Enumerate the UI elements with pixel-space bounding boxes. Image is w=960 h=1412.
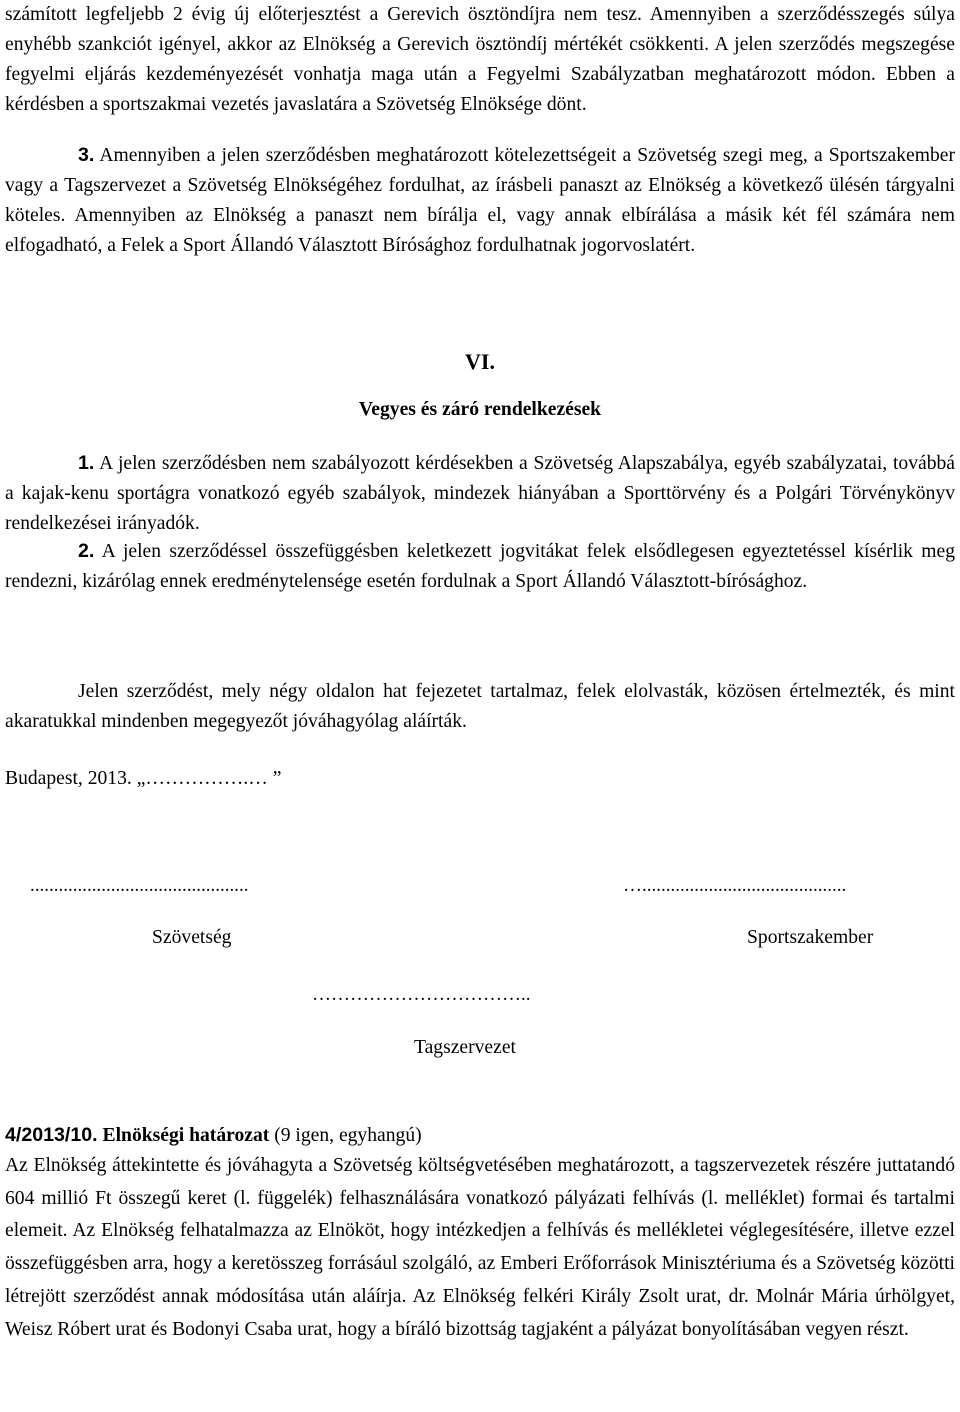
resolution-number: 4/2013/10.	[5, 1124, 98, 1146]
section-v-paragraph-2-tail: számított legfeljebb 2 évig új előterjesztést a Gerevich ösztöndíjra nem tesz. Amennyiben a szerződésszegés súlya enyhébb szankciót igényel, akkor az Elnökség a Gerevich ösztöndíj mértékét csökkenti. A jelen szerződés megszegése fegyelmi eljárás kezdeményezését vonhatja maga után a Fegyelmi Szabályzatban meghatározott módon. Ebben a kérdésben a sportszakmai vezetés javaslatára a Szövetség Elnöksége dönt.	[5, 4, 955, 115]
section-vi-roman-heading: VI.	[465, 349, 495, 374]
signature-left-label: Szövetség	[152, 927, 232, 948]
section-vi-title: Vegyes és záró rendelkezések	[358, 399, 602, 420]
item-text: A jelen szerződésben nem szabályozott kérdésekben a Szövetség Alapszabálya, egyéb szabályzatai, továbbá a kajak-kenu sportágra vonatkozó egyéb szabályok, mindezek hiányában a Sporttörvény és a Polgári Törvénykönyv rendelkezései irányadók.	[5, 453, 955, 534]
signature-center-line: ……………………………..	[312, 984, 531, 1005]
section-v-paragraph-3	[5, 140, 955, 261]
signature-right-line: …...........................................	[623, 875, 847, 896]
item-text: A jelen szerződéssel összefüggésben keletkezett jogvitákat felek elsődlegesen egyeztetéssel kísérlik meg rendezni, kizárólag ennek eredménytelensége esetén fordulnak a Sport Állandó Választott-bírósághoz.	[5, 541, 955, 592]
signature-right-label: Sportszakember	[747, 927, 874, 948]
resolution-header	[5, 1120, 955, 1151]
signature-center-label: Tagszervezet	[414, 1037, 516, 1058]
resolution-vote: (9 igen, egyhangú)	[274, 1125, 422, 1146]
resolution-text: Az Elnökség áttekintette és jóváhagyta a Szövetség költségvetésében meghatározott, a tagszervezetek részére juttatandó 604 millió Ft összegű keret (l. függelék) felhasználására vonatkozó pályázati felhívás (l. melléklet) formai és tartalmi elemeit. Az Elnökség felhatalmazza az Elnököt, hogy intézkedjen a felhívás és mellékletei véglegesítésére, illetve ezzel összefüggésben arra, hogy a keretösszeg forrásául szolgáló, az Emberi Erőforrások Minisztériuma és a Szövetség közötti létrejött szerződést annak módosítása után aláírja. Az Elnökség felkéri Király Zsolt urat, dr. Molnár Mária úrhölgyet, Weisz Róbert urat és Bodonyi Csaba urat, hogy a bíráló bizottság tagjaként a pályázat bonyolításában vegyen részt.	[5, 1155, 955, 1340]
item-number: 1.	[78, 452, 95, 474]
paragraph-text: Amennyiben a jelen szerződésben meghatározott kötelezettségeit a Szövetség szegi meg, a Sportszakember vagy a Tagszervezet a Szövetség Elnökségéhez fordulhat, az írásbeli panaszt az Elnökség a következő ülésén tárgyalni köteles. Amennyiben az Elnökség a panaszt nem bírálja el, vagy annak elbírálása a másik két fél számára nem elfogadható, a Felek a Sport Állandó Választott Bírósághoz fordulhatnak jogorvoslatért.	[5, 145, 955, 256]
item-number: 2.	[78, 540, 95, 562]
paragraph-number: 3.	[78, 144, 95, 166]
closing-statement: Jelen szerződést, mely négy oldalon hat fejezetet tartalmaz, felek elolvasták, közösen értelmezték, és mint akaratukkal mindenben megegyezőt jóváhagyólag aláírták.	[5, 681, 955, 732]
place-date: Budapest, 2013. „…………….… ”	[5, 768, 282, 789]
section-vi-item-1	[5, 448, 955, 539]
signature-left-line: ..............................................	[30, 875, 249, 896]
resolution-title: Elnökségi határozat	[102, 1125, 270, 1146]
section-vi-item-2	[5, 536, 955, 597]
